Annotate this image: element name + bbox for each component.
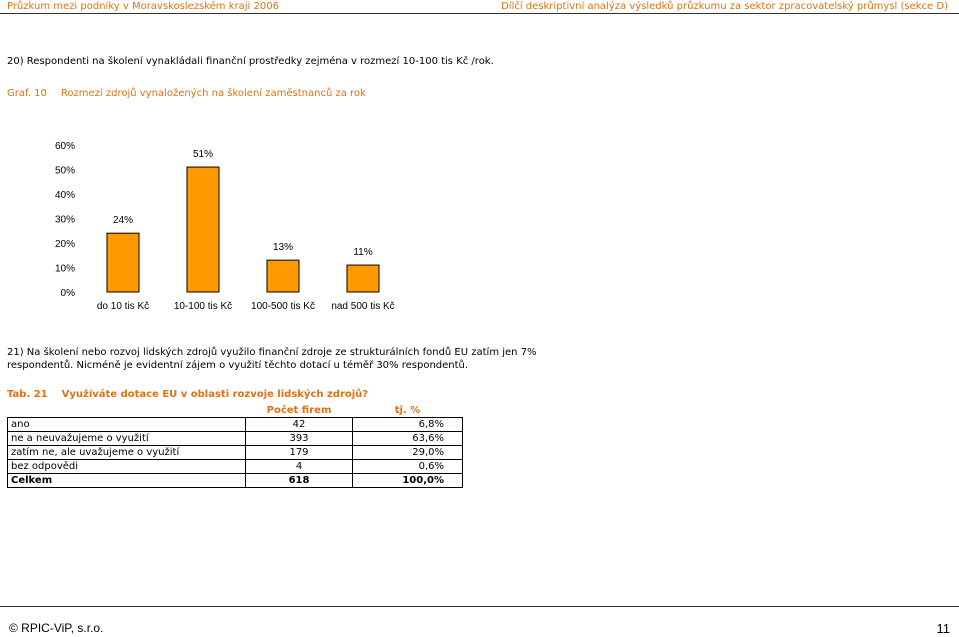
table-cell-count: 618: [246, 474, 353, 488]
paragraph-20: 20) Respondenti na školení vynakládali finanční prostředky zejména v rozmezí 10-100 tis Kč /rok.: [7, 56, 494, 67]
bar: [107, 233, 139, 292]
data-table: [7, 404, 463, 488]
table-row: [8, 432, 463, 446]
table-row-total: [8, 474, 463, 488]
bar: [267, 260, 299, 292]
table-cell-label: zatím ne, ale uvažujeme o využití: [8, 446, 246, 460]
y-tick-label: 10%: [54, 263, 75, 275]
bars: [107, 167, 379, 292]
footer-copyright: © RPIC-ViP, s.r.o.: [9, 621, 104, 635]
chart-caption: [7, 88, 366, 99]
value-labels: [113, 149, 373, 258]
bar: [187, 167, 219, 292]
table-cell-label: Celkem: [8, 474, 246, 488]
footer-divider: [0, 606, 959, 607]
table-cell-count: 42: [246, 418, 353, 432]
bar-value-label: 51%: [192, 149, 214, 161]
table-header-empty: [8, 404, 246, 418]
header-divider: [0, 13, 959, 14]
header-title-right: Dílčí deskriptivní analýza výsledků průzkumu za sektor zpracovatelský průmysl (sekce D): [501, 1, 948, 12]
table-row: [8, 460, 463, 474]
x-category-label: nad 500 tis Kč: [331, 301, 395, 312]
y-axis-ticks: [55, 141, 75, 299]
x-axis-labels: [97, 301, 395, 312]
table-header-percent: tj. %: [394, 405, 421, 416]
table-caption: [7, 389, 368, 400]
table-title: Využíváte dotace EU v oblasti rozvoje lidských zdrojů?: [61, 389, 369, 400]
table-cell-percent: 100,0%: [353, 474, 463, 488]
table-header-row: [8, 404, 463, 418]
table-cell-count: 179: [246, 446, 353, 460]
x-category-label: 10-100 tis Kč: [173, 301, 233, 312]
table-cell-count: 4: [246, 460, 353, 474]
y-tick-label: 40%: [54, 190, 75, 201]
page-number: 11: [936, 621, 950, 636]
y-tick-label: 30%: [54, 214, 75, 226]
bar-value-label: 24%: [112, 215, 134, 227]
table-cell-label: bez odpovědi: [8, 460, 246, 474]
table-cell-percent: 63,6%: [353, 432, 463, 446]
y-tick-label: 0%: [60, 288, 75, 299]
table-cell-label: ano: [8, 418, 246, 432]
table-row: [8, 446, 463, 460]
paragraph-21-line2: respondentů. Nicméně je evidentní zájem o využití těchto dotací u téměř 30% respondentů.: [7, 360, 469, 371]
y-tick-label: 20%: [54, 239, 75, 250]
y-tick-label: 50%: [54, 165, 75, 177]
table-cell-count: 393: [246, 432, 353, 446]
bar: [347, 265, 379, 292]
table-number: Tab. 21: [7, 389, 48, 400]
chart-number: Graf. 10: [7, 88, 47, 99]
paragraph-21-line1: 21) Na školení nebo rozvoj lidských zdrojů využilo finanční zdroje ze strukturálních fondů EU zatím jen 7%: [7, 347, 537, 358]
y-tick-label: 60%: [54, 141, 75, 152]
table-cell-percent: 29,0%: [353, 446, 463, 460]
x-category-label: 100-500 tis Kč: [251, 301, 315, 312]
bar-chart: [0, 125, 420, 320]
table-cell-label: ne a neuvažujeme o využití: [8, 432, 246, 446]
x-category-label: do 10 tis Kč: [96, 301, 150, 312]
table-cell-percent: 6,8%: [353, 418, 463, 432]
bar-value-label: 11%: [353, 247, 373, 259]
bar-value-label: 13%: [272, 242, 294, 254]
table-row: [8, 418, 463, 432]
chart-title: Rozmezí zdrojů vynaložených na školení zaměstnanců za rok: [60, 88, 366, 99]
header-title-left: Průzkum mezi podniky v Moravskoslezském kraji 2006: [7, 1, 279, 12]
table-header-count: Počet firem: [266, 405, 332, 416]
table-cell-percent: 0,6%: [353, 460, 463, 474]
